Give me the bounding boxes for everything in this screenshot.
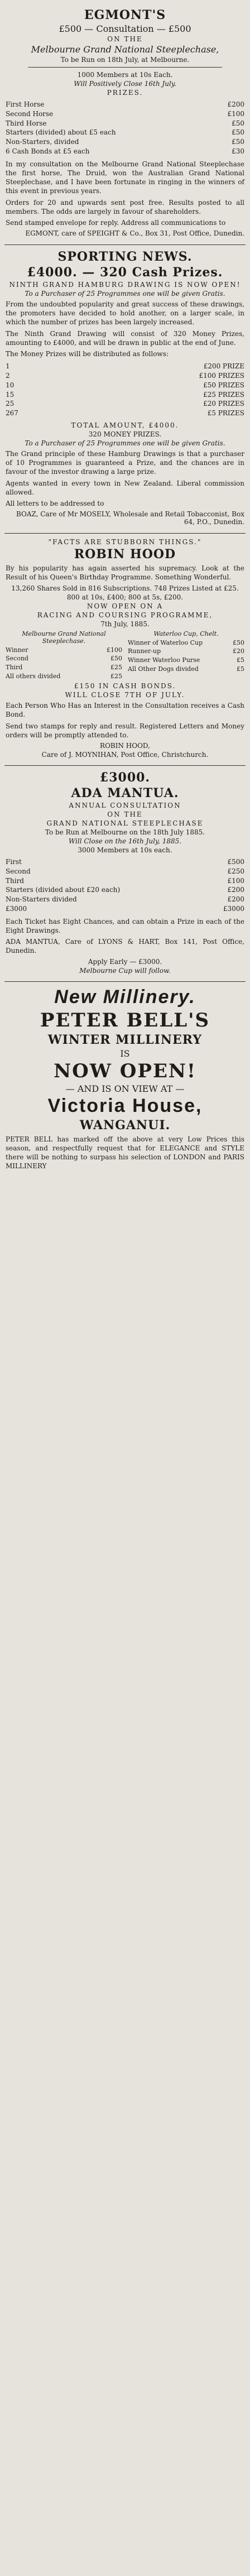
ada-title: ADA MANTUA. bbox=[71, 786, 179, 800]
millinery-body: PETER BELL has marked off the above at very Low Prices this season, and respectfully request that for ELEGANCE and STYLE there will be nothing to surpass his selection of LONDON and PARIS MILLINERY bbox=[6, 1135, 244, 1171]
prize-row: Second £50 bbox=[6, 655, 122, 663]
ada-on-the: ON THE bbox=[107, 810, 143, 818]
sporting-prize-table bbox=[6, 362, 244, 418]
sporting-signature: BOAZ, Care of Mr MOSELY, Wholesale and Retail Tobacconist, Box 64, P.O., Dunedin. bbox=[16, 510, 244, 526]
ada-prize-list bbox=[6, 857, 244, 914]
millinery-name: PETER BELL'S bbox=[40, 1009, 210, 1032]
sporting-body: All letters to be addressed to bbox=[6, 499, 104, 507]
ada-early: Apply Early — £3000. bbox=[88, 957, 162, 966]
prize-row: 1 £200 PRIZE bbox=[6, 362, 244, 371]
sporting-intro-2: To a Purchaser of 25 Programmes one will be given Gratis. bbox=[25, 439, 225, 447]
prize-row: Winner of Waterloo Cup £50 bbox=[128, 639, 244, 646]
robin-body: Each Person Who Has an Interest in the Consultation receives a Cash Bond. bbox=[6, 702, 244, 719]
robin-date: 7th July, 1885. bbox=[100, 620, 150, 628]
prize-row: 10 £50 PRIZES bbox=[6, 381, 244, 389]
prize-row: All others divided £25 bbox=[6, 673, 122, 680]
ada-members: 3000 Members at 10s each. bbox=[78, 846, 172, 854]
sporting-money-prizes: 320 MONEY PRIZES. bbox=[88, 430, 162, 438]
sporting-total: TOTAL AMOUNT, £4000. bbox=[71, 421, 179, 429]
prize-row: First £500 bbox=[6, 858, 244, 866]
robin-bonds-heading: £150 IN CASH BONDS. bbox=[74, 682, 176, 690]
ada-race: GRAND NATIONAL STEEPLECHASE bbox=[46, 819, 204, 827]
prize-row: Second Horse £100 bbox=[6, 109, 244, 118]
prize-row: Starters (divided) about £5 each £50 bbox=[6, 128, 244, 137]
egmont-signature: EGMONT, care of SPEIGHT & Co., Box 31, Post Office, Dunedin. bbox=[25, 229, 244, 238]
ada-annual: ANNUAL CONSULTATION bbox=[69, 802, 181, 809]
robin-hood-advertisement bbox=[4, 534, 246, 766]
robin-numbers: 13,260 Shares Sold in 816 Subscriptions. 748 Prizes Listed at £25. bbox=[11, 584, 239, 592]
egmont-prizes-heading: PRIZES. bbox=[107, 89, 143, 97]
prize-row: Third £25 bbox=[6, 664, 122, 671]
prize-row: 2 £100 PRIZES bbox=[6, 372, 244, 380]
sporting-drawing: NINTH GRAND HAMBURG DRAWING IS NOW OPEN! bbox=[9, 281, 241, 289]
divider bbox=[28, 67, 222, 68]
sporting-body: From the undoubted popularity and great success of these drawings, the promoters have decided to hold another, on a larger scale, in which the number of prizes has been largely increased. bbox=[6, 300, 244, 327]
ada-cup: Melbourne Cup will follow. bbox=[79, 966, 171, 975]
ada-body: Each Ticket has Eight Chances, and can obtain a Prize in each of the Eight Drawings. bbox=[6, 917, 244, 934]
prize-row: Winner Waterloo Purse £5 bbox=[128, 656, 244, 664]
ada-amount: £3000. bbox=[99, 770, 151, 785]
prize-total-row: £3000 £3000 bbox=[6, 904, 244, 913]
robin-body: Send two stamps for reply and result. Registered Letters and Money orders will be promptly attended to. bbox=[6, 722, 244, 739]
robin-consult: RACING AND COURSING PROGRAMME, bbox=[37, 611, 213, 619]
ada-mantua-advertisement bbox=[4, 766, 246, 982]
egmont-body: Orders for 20 and upwards sent post free. Results posted to all members. The odds are largely in favour of shareholders. bbox=[6, 198, 244, 215]
prize-row: Second £250 bbox=[6, 867, 244, 875]
robin-left-column bbox=[6, 629, 122, 682]
millinery-town: WANGANUI. bbox=[79, 1117, 171, 1133]
sporting-body: The Money Prizes will be distributed as follows: bbox=[6, 350, 169, 358]
egmont-body: Send stamped envelope for reply. Address all communications to bbox=[6, 218, 226, 227]
prize-row: First Horse £200 bbox=[6, 100, 244, 108]
ada-closing: Will Close on the 16th July, 1885. bbox=[68, 837, 182, 845]
prize-row: Winner £100 bbox=[6, 646, 122, 654]
ada-date: To be Run at Melbourne on the 18th July 1885. bbox=[45, 828, 205, 836]
egmont-body: In my consultation on the Melbourne Grand National Steeplechase the first horse, The Druid, won the Australian Grand National Steeplechase, and I have been fortunate in ringing in the winners of this event in previous years. bbox=[6, 160, 244, 195]
robin-sweeps: 800 at 10s, £400; 800 at 5s, £200. bbox=[66, 593, 184, 601]
prize-row: Starters (divided about £20 each) £200 bbox=[6, 886, 244, 894]
prize-row: Non-Starters divided £200 bbox=[6, 895, 244, 904]
robin-title: ROBIN HOOD bbox=[74, 547, 176, 562]
egmont-subtitle: £500 — Consultation — £500 bbox=[59, 23, 191, 34]
prize-row: Third £100 bbox=[6, 876, 244, 885]
sporting-body: The Ninth Grand Drawing will consist of 320 Money Prizes, amounting to £4000, and will be drawn in public at the end of June. bbox=[6, 329, 244, 347]
robin-left-title: Melbourne Grand National Steeplechase. bbox=[22, 630, 106, 645]
millinery-open: NOW OPEN! bbox=[54, 1059, 196, 1082]
egmont-date: To be Run on 18th July, at Melbourne. bbox=[60, 56, 190, 64]
robin-prize-columns bbox=[6, 629, 244, 682]
prize-row: Runner-up £20 bbox=[128, 647, 244, 655]
robin-now-open: NOW OPEN ON A bbox=[86, 602, 164, 610]
sporting-body: The Grand principle of these Hamburg Drawings is that a purchaser of 10 Programmes is guaranteed a Prize, and the chances are in favour of the investor drawing a large prize. bbox=[6, 450, 244, 476]
millinery-and: — AND IS ON VIEW AT — bbox=[65, 1083, 185, 1094]
millinery-winter: WINTER MILLINERY bbox=[47, 1032, 203, 1047]
prize-row: 267 £5 PRIZES bbox=[6, 409, 244, 418]
prize-row: 25 £20 PRIZES bbox=[6, 400, 244, 408]
egmont-race: Melbourne Grand National Steeplechase, bbox=[31, 44, 219, 55]
prize-row: 15 £25 PRIZES bbox=[6, 390, 244, 399]
ada-address: ADA MANTUA, Care of LYONS & HART, Box 141, Post Office, Dunedin. bbox=[6, 938, 244, 955]
robin-right-title: Waterloo Cup, Chelt. bbox=[153, 630, 219, 637]
sporting-body: Agents wanted in every town in New Zealand. Liberal commission allowed. bbox=[6, 479, 244, 496]
prize-row: All Other Dogs divided £5 bbox=[128, 665, 244, 673]
prize-row: Non-Starters, divided £50 bbox=[6, 138, 244, 146]
millinery-house: Victoria House, bbox=[47, 1095, 203, 1116]
robin-signature-name: ROBIN HOOD, bbox=[100, 742, 150, 750]
robin-closing: WILL CLOSE 7TH OF JULY. bbox=[65, 691, 185, 699]
egmont-closing: Will Positively Close 16th July. bbox=[74, 80, 176, 88]
millinery-advertisement bbox=[4, 982, 246, 1179]
robin-quote: "FACTS ARE STUBBORN THINGS." bbox=[48, 538, 202, 546]
sporting-subtitle: £4000. — 320 Cash Prizes. bbox=[27, 265, 223, 280]
millinery-title: New Millinery. bbox=[54, 986, 196, 1008]
sporting-intro: To a Purchaser of 25 Programmes one will be given Gratis. bbox=[25, 290, 225, 298]
robin-intro: By his popularity has again asserted his supremacy. Look at the Result of his Queen's Birthday Programme. Something Wonderful. bbox=[6, 564, 244, 582]
sporting-title: SPORTING NEWS. bbox=[57, 250, 193, 265]
millinery-is: IS bbox=[120, 1048, 130, 1059]
robin-signature-address: Care of J. MOYNIHAN, Post Office, Christchurch. bbox=[41, 751, 209, 759]
prize-row: 6 Cash Bonds at £5 each £30 bbox=[6, 147, 244, 155]
egmont-on-the: ON THE bbox=[107, 35, 143, 43]
sporting-news-advertisement bbox=[4, 245, 246, 534]
prize-row: Third Horse £50 bbox=[6, 119, 244, 127]
egmont-advertisement bbox=[4, 3, 246, 245]
robin-right-column bbox=[128, 629, 244, 682]
egmont-members: 1000 Members at 10s Each. bbox=[77, 71, 173, 79]
egmont-title: EGMONT'S bbox=[84, 8, 166, 22]
egmont-prize-list bbox=[6, 100, 244, 156]
